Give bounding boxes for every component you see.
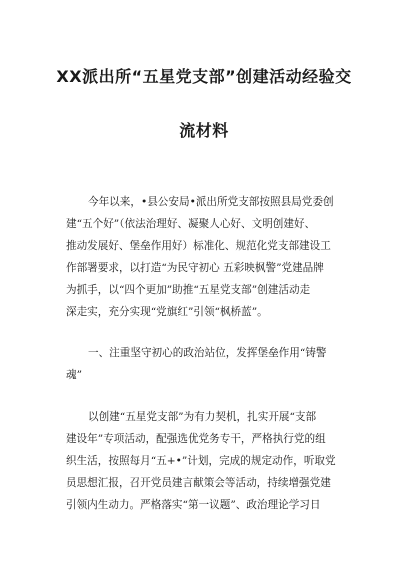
- text-line: 推动发展好、堡垒作用好）标准化、规范化党支部建设工: [66, 240, 331, 252]
- paragraph-intro: [66, 191, 352, 323]
- text-line: 以创建“五星党支部”为有力契机，扎实开展“支部: [88, 411, 317, 423]
- paragraph-section-1-body: [66, 406, 352, 516]
- section-heading-1: [66, 342, 352, 386]
- text-line: 一、注重坚守初心的政治站位，发挥堡垒作用“铸警: [88, 347, 327, 359]
- document-title-line-1: XX派出所“五星党支部”创建活动经验交: [56, 67, 352, 86]
- text-line: 作部署要求，以打造“为民守初心 五彩映枫警”党建品牌: [66, 262, 324, 274]
- text-line: 员思想汇报，召开党员建言献策会等活动，持续增强党建: [66, 477, 331, 489]
- text-line: 魂”: [66, 369, 83, 381]
- text-line: 引领内生动力。严格落实“第一议题”、政治理论学习日: [66, 499, 321, 511]
- text-line: 建设年”专项活动，配强选优党务专干，严格执行党的组: [66, 433, 326, 445]
- text-line: 为抓手，以“四个更加”助推“五星党支部”创建活动走: [66, 284, 311, 296]
- text-line: 建“五个好”（依法治理好、凝聚人心好、文明创建好、: [66, 218, 316, 230]
- text-line: 深走实，充分实现“党旗红”引领“枫桥蓝”。: [66, 306, 268, 318]
- text-line: 今年以来，•县公安局•派出所党支部按照县局党委创: [88, 196, 334, 208]
- document-title-line-2: 流材料: [179, 121, 229, 140]
- text-line: 织生活，按照每月“五+•”计划，完成的规定动作，听取党: [66, 455, 336, 467]
